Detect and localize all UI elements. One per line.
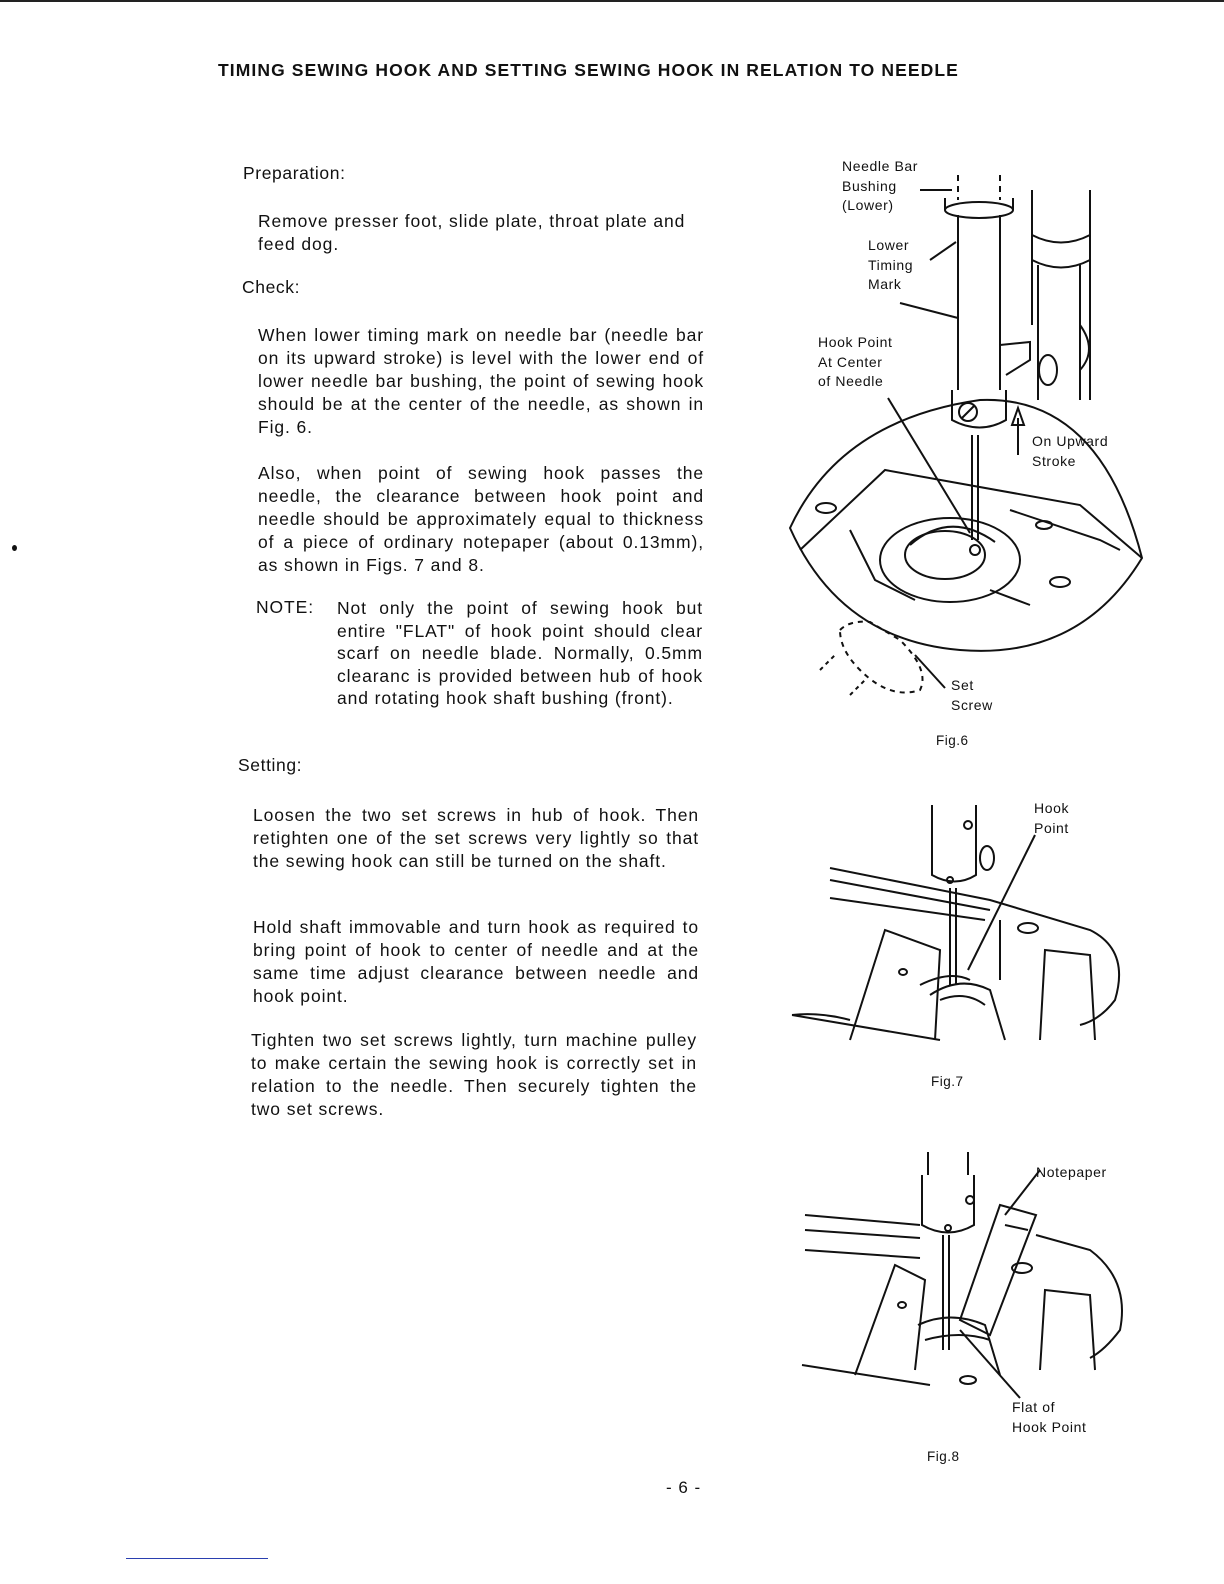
bottom-rule	[126, 1558, 268, 1559]
setting-heading: Setting:	[238, 755, 303, 775]
fig6-label-lower-timing-mark: Lower Timing Mark	[868, 237, 914, 292]
note-text: Not only the point of sewing hook but entire "FLAT" of hook point should clear scarf on needle blade. Normally, 0.5mm clearanc is provided between hub of hook and rotating hook shaft bushing (front).	[337, 598, 703, 708]
setting-paragraph-2: Hold shaft immovable and turn hook as required to bring point of hook to center of needle and at the same time adjust clearance between needle and hook point.	[253, 917, 699, 1006]
fig6-label-set-screw: Set Screw	[951, 677, 993, 713]
fig6-label-needle-bar-bushing: Needle Bar Bushing (Lower)	[842, 158, 919, 213]
fig8-label-flat-of-hook-point: Flat of Hook Point	[1012, 1399, 1087, 1435]
setting-paragraph-1: Loosen the two set screws in hub of hook. Then retighten one of the set screws very lightly so that the sewing hook can still be turned on the shaft.	[253, 805, 699, 871]
fig7-caption: Fig.7	[931, 1074, 964, 1089]
margin-mark	[12, 545, 17, 551]
check-paragraph-2: Also, when point of sewing hook passes the needle, the clearance between hook point and needle should be approximately equal to thickness of a piece of ordinary notepaper (about 0.13mm), as shown in Figs. 7 and 8.	[258, 463, 704, 575]
fig6-label-upward-stroke: On Upward Stroke	[1032, 433, 1109, 469]
fig6-caption: Fig.6	[936, 733, 969, 748]
check-heading: Check:	[242, 277, 301, 297]
fig8-caption: Fig.8	[927, 1449, 960, 1464]
preparation-heading: Preparation:	[243, 163, 346, 183]
fig8-label-notepaper: Notepaper	[1036, 1164, 1107, 1180]
setting-paragraph-3: Tighten two set screws lightly, turn machine pulley to make certain the sewing hook is correctly set in relation to the needle. Then securely tighten the two set screws.	[251, 1030, 697, 1119]
note-label: NOTE:	[256, 597, 314, 617]
check-paragraph-1: When lower timing mark on needle bar (needle bar on its upward stroke) is level with the lower end of lower needle bar bushing, the point of sewing hook should be at the center of the needle, as shown in Fig. 6.	[258, 325, 704, 437]
fig7-illustration	[790, 800, 1130, 1040]
fig7-label-hook-point: Hook Point	[1034, 800, 1070, 836]
top-rule	[0, 0, 1224, 2]
fig6-label-hook-point-center: Hook Point At Center of Needle	[818, 334, 893, 389]
page-title: TIMING SEWING HOOK AND SETTING SEWING HOOK IN RELATION TO NEEDLE	[218, 60, 959, 80]
preparation-text: Remove presser foot, slide plate, throat plate and feed dog.	[258, 211, 686, 254]
fig8-illustration	[800, 1150, 1130, 1410]
page-number: - 6 -	[666, 1478, 702, 1497]
